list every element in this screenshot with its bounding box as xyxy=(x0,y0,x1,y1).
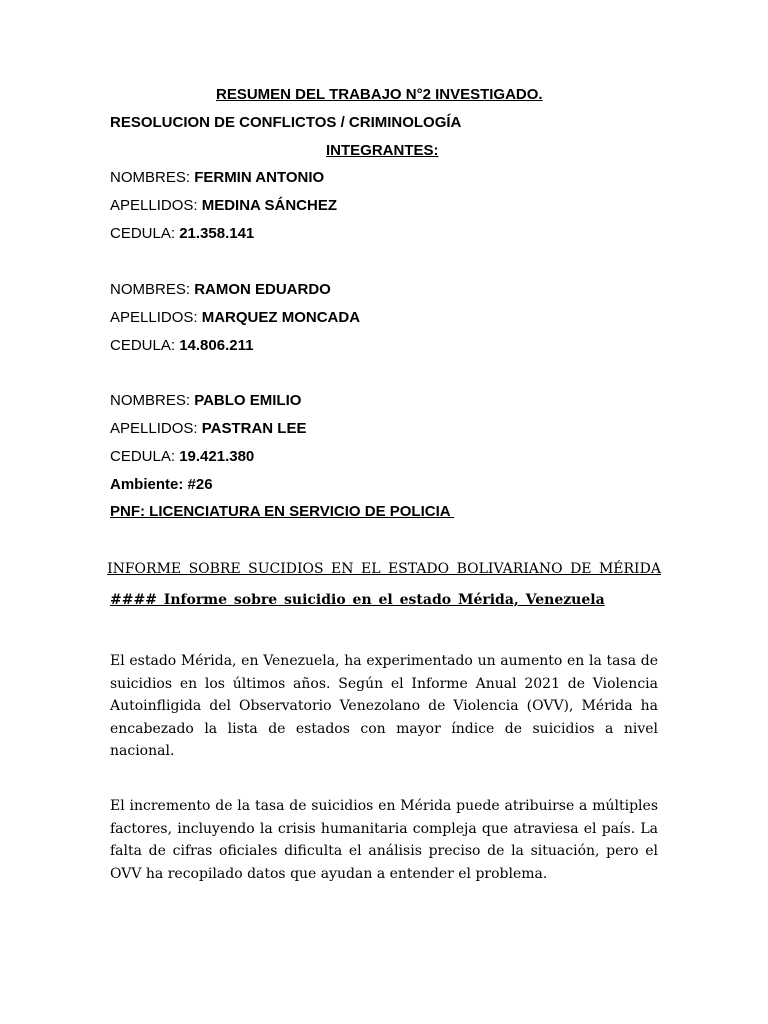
member-2-surnames xyxy=(110,309,360,326)
members-heading: INTEGRANTES: xyxy=(326,142,439,159)
id-label: CEDULA: xyxy=(110,337,176,354)
ambiente-line: Ambiente: #26 xyxy=(110,476,213,493)
surnames-value: PASTRAN LEE xyxy=(201,420,307,437)
names-value: RAMON EDUARDO xyxy=(194,281,331,298)
member-1-surnames xyxy=(110,197,337,214)
member-3-names xyxy=(110,392,301,409)
names-label: NOMBRES: xyxy=(110,281,191,298)
report-paragraph-2: El incremento de la tasa de suicidios en Mérida puede atribuirse a múltiples factores, incluyendo la crisis humanitaria compleja que atraviesa el país. La falta de cifras oficiales dificulta el análisis preciso de la situación, pero el OVV ha recopilado datos que ayudan a entender el problema. xyxy=(110,798,658,882)
member-1-id xyxy=(110,225,254,242)
subject-line: RESOLUCION DE CONFLICTOS / CRIMINOLOGÍA xyxy=(110,114,462,131)
id-value: 19.421.380 xyxy=(179,448,255,465)
member-3-surnames xyxy=(110,420,306,437)
document-title: RESUMEN DEL TRABAJO N°2 INVESTIGADO. xyxy=(216,86,543,103)
report-subtitle: #### Informe sobre suicidio en el estado Mérida, Venezuela xyxy=(110,592,605,608)
surnames-value: MEDINA SÁNCHEZ xyxy=(201,197,337,214)
surnames-label: APELLIDOS: xyxy=(110,420,198,437)
report-title: INFORME SOBRE SUCIDIOS EN EL ESTADO BOLIVARIANO DE MÉRIDA xyxy=(107,561,661,577)
pnf-line: PNF: LICENCIATURA EN SERVICIO DE POLICIA xyxy=(110,503,455,520)
member-1-names xyxy=(110,169,324,186)
id-label: CEDULA: xyxy=(110,225,176,242)
id-label: CEDULA: xyxy=(110,448,176,465)
report-paragraph-1: El estado Mérida, en Venezuela, ha experimentado un aumento en la tasa de suicidios en los últimos años. Según el Informe Anual 2021 de Violencia Autoinfligida del Observatorio Venezolano de Violencia (OVV), Mérida ha encabezado la lista de estados con mayor índice de suicidios a nivel nacional. xyxy=(110,653,658,759)
member-3-id xyxy=(110,448,254,465)
surnames-value: MARQUEZ MONCADA xyxy=(201,309,361,326)
id-value: 14.806.211 xyxy=(179,337,254,354)
member-2-names xyxy=(110,281,331,298)
id-value: 21.358.141 xyxy=(179,225,255,242)
member-2-id xyxy=(110,337,253,354)
names-value: PABLO EMILIO xyxy=(194,392,302,409)
surnames-label: APELLIDOS: xyxy=(110,309,198,326)
names-label: NOMBRES: xyxy=(110,392,191,409)
names-value: FERMIN ANTONIO xyxy=(194,169,325,186)
names-label: NOMBRES: xyxy=(110,169,191,186)
surnames-label: APELLIDOS: xyxy=(110,197,198,214)
